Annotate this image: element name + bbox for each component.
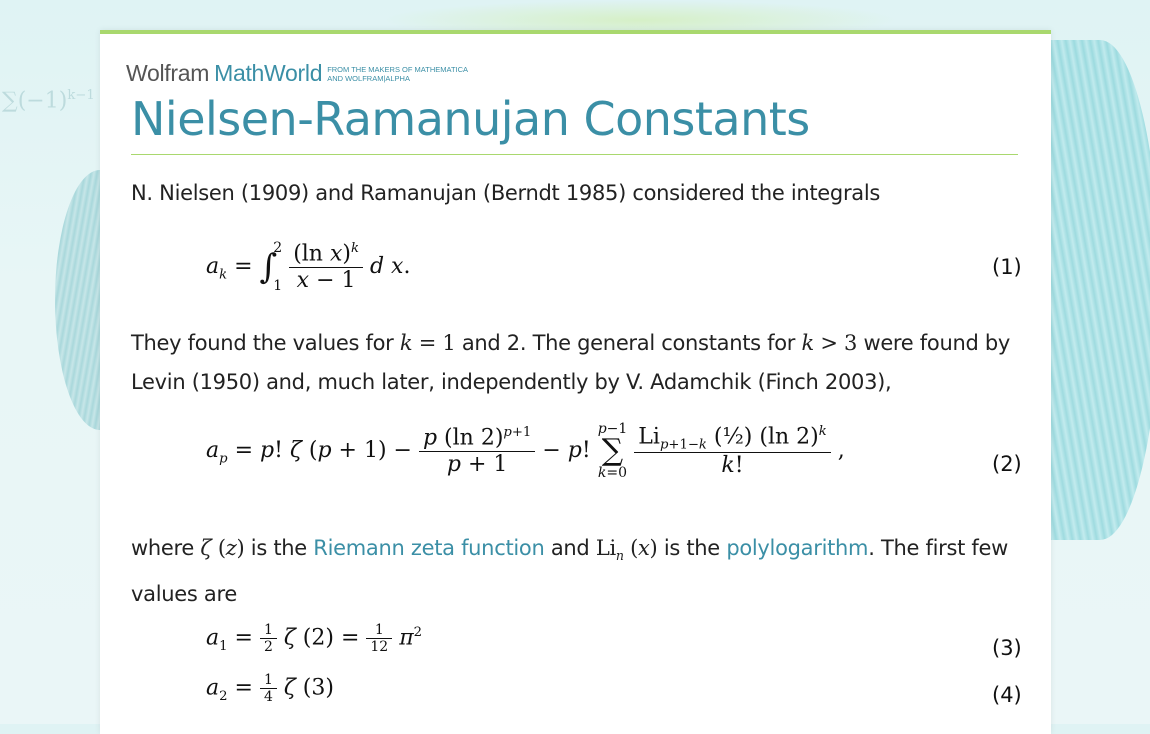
equation-number-1: (1): [992, 255, 1022, 279]
logo-mathworld[interactable]: MathWorld: [214, 60, 323, 86]
equation-4: $a_2$ = $\frac{1}{4}$ ζ (3): [206, 672, 334, 705]
link-riemann-zeta[interactable]: Riemann zeta function: [313, 536, 545, 560]
logo-wolfram[interactable]: Wolfram: [126, 60, 210, 86]
article-page: [100, 30, 1051, 734]
link-polylogarithm[interactable]: polylogarithm: [726, 536, 869, 560]
equation-1: $a_k$ = ∫ 2 1 $\frac{(\ln x)^k}{x - 1}$ d x.: [206, 240, 411, 294]
page-title: Nielsen-Ramanujan Constants: [131, 92, 810, 146]
equation-2: $a_p = p$! ζ (p + 1) − $\frac{p (\ln 2)^{p+1}}{p + 1}$ − p! p−1 ∑ k=0 $\frac{Li_{p+1-k} (\frac{1}{2}) (\ln 2)^k}{k!}$ ,: [206, 421, 845, 481]
paragraph-intro: N. Nielsen (1909) and Ramanujan (Berndt 1985) considered the integrals: [131, 181, 881, 205]
site-header: [126, 60, 468, 87]
paragraph-values: They found the values for k = 1 and 2. The general constants for k > 3 were found by Levin (1950) and, much later, independently by V. Adamchik (Finch 2003),: [131, 331, 1011, 394]
equation-number-2: (2): [992, 452, 1022, 476]
equation-3: $a_1$ = $\frac{1}{2}$ ζ (2) = $\frac{1}{12}$ $\pi^2$: [206, 622, 423, 655]
background-surface-right: [1040, 40, 1150, 540]
paragraph-definitions: where ζ (z) is the Riemann zeta function and $Li_n$ (x) is the polylogarithm. The first few values are: [131, 536, 1008, 607]
title-divider: [131, 154, 1018, 155]
equation-number-4: (4): [992, 683, 1022, 707]
logo-tagline: FROM THE MAKERS OF MATHEMATICA AND WOLFRAM|ALPHA: [327, 65, 469, 83]
equation-number-3: (3): [992, 636, 1022, 660]
background-formula-left: $\sum(-1)^{k-1}$: [2, 88, 95, 114]
